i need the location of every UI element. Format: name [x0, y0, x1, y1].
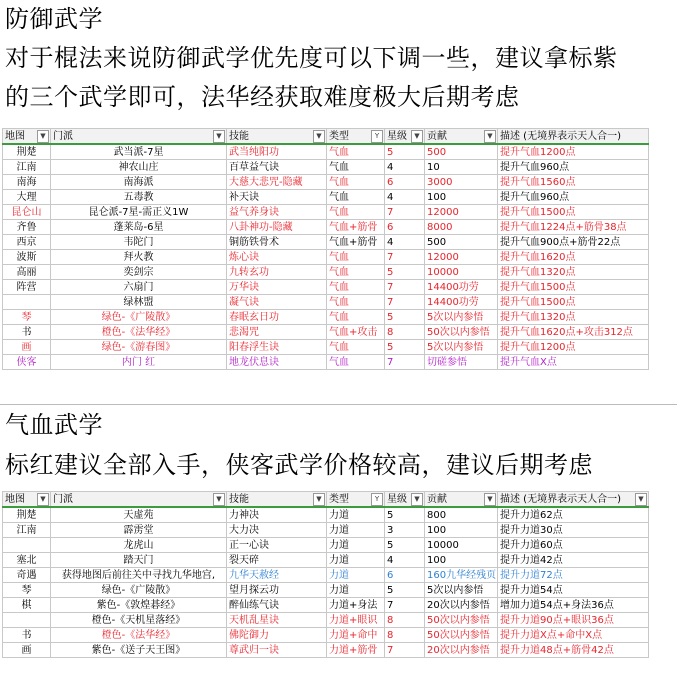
cell-sect[interactable]: 橙色-《法华经》	[51, 628, 227, 643]
cell-skill[interactable]: 佛陀御力	[227, 628, 327, 643]
cell-skill[interactable]: 铜筋铁骨术	[227, 235, 327, 250]
cell-star[interactable]: 8	[385, 628, 425, 643]
table-row	[3, 355, 649, 370]
cell-sect[interactable]: 橙色-《天机星落经》	[51, 613, 227, 628]
cell-contribution[interactable]: 500	[425, 235, 498, 250]
table-header-row	[3, 492, 649, 508]
cell-skill[interactable]: 炼心诀	[227, 250, 327, 265]
cell-skill[interactable]: 阳春浮生诀	[227, 340, 327, 355]
cell-sect[interactable]: 紫色-《敦煌碁经》	[51, 598, 227, 613]
cell-map[interactable]	[3, 613, 51, 628]
cell-map[interactable]: 琴	[3, 583, 51, 598]
cell-sect[interactable]: 绿色-《广陵散》	[51, 583, 227, 598]
cell-star[interactable]: 6	[385, 175, 425, 190]
cell-description[interactable]: 提升力道48点+筋骨42点	[498, 643, 649, 658]
table-row	[3, 568, 649, 583]
cell-sect[interactable]: 绿色-《游春图》	[51, 340, 227, 355]
cell-map[interactable]: 奇遇	[3, 568, 51, 583]
cell-skill[interactable]: 大力决	[227, 523, 327, 538]
cell-type[interactable]: 气血	[327, 175, 385, 190]
table-row	[3, 160, 649, 175]
cell-map[interactable]: 画	[3, 643, 51, 658]
cell-type[interactable]: 气血+筋骨	[327, 235, 385, 250]
filter-dropdown-icon[interactable]: ▼	[484, 493, 496, 506]
cell-skill[interactable]: 益气养身诀	[227, 205, 327, 220]
cell-contribution[interactable]: 20次以内参悟	[425, 643, 498, 658]
cell-type[interactable]: 气血	[327, 280, 385, 295]
section-description-line: 的三个武学即可，法华经获取难度极大后期考虑	[5, 83, 520, 111]
table-row	[3, 523, 649, 538]
cell-type[interactable]: 气血	[327, 250, 385, 265]
cell-map[interactable]: 荆楚	[3, 507, 51, 523]
cell-sect[interactable]: 紫色-《送子天王图》	[51, 643, 227, 658]
column-header-type[interactable]: 类型 Y	[327, 129, 385, 145]
cell-map[interactable]: 画	[3, 340, 51, 355]
cell-type[interactable]: 气血	[327, 190, 385, 205]
table-row	[3, 507, 649, 523]
cell-type[interactable]: 气血	[327, 265, 385, 280]
cell-star[interactable]: 8	[385, 613, 425, 628]
filter-dropdown-icon[interactable]: ▼	[37, 130, 49, 143]
table-row	[3, 598, 649, 613]
cell-sect[interactable]: 韦陀门	[51, 235, 227, 250]
cell-map[interactable]: 琴	[3, 310, 51, 325]
filter-dropdown-icon[interactable]: ▼	[213, 493, 225, 506]
cell-type[interactable]: 力道+眼识	[327, 613, 385, 628]
cell-type[interactable]: 力道	[327, 538, 385, 553]
cell-map[interactable]: 南海	[3, 175, 51, 190]
table-row	[3, 340, 649, 355]
cell-contribution[interactable]: 12000	[425, 205, 498, 220]
cell-contribution[interactable]: 50次以内参悟	[425, 613, 498, 628]
cell-type[interactable]: 力道+命中	[327, 628, 385, 643]
cell-star[interactable]: 7	[385, 295, 425, 310]
filter-active-icon[interactable]: Y	[371, 130, 383, 143]
cell-skill[interactable]: 补天诀	[227, 190, 327, 205]
cell-description[interactable]: 提升气血X点	[498, 355, 649, 370]
column-header-star[interactable]: 星级 ▼	[385, 492, 425, 508]
cell-type[interactable]: 气血+筋骨	[327, 220, 385, 235]
cell-contribution[interactable]: 14400功劳	[425, 280, 498, 295]
cell-contribution[interactable]: 5次以内参悟	[425, 583, 498, 598]
filter-dropdown-icon[interactable]: ▼	[313, 130, 325, 143]
cell-star[interactable]: 7	[385, 598, 425, 613]
cell-map[interactable]: 江南	[3, 160, 51, 175]
cell-skill[interactable]: 力神决	[227, 507, 327, 523]
filter-dropdown-icon[interactable]: ▼	[411, 130, 423, 143]
cell-type[interactable]: 力道	[327, 583, 385, 598]
cell-sect[interactable]: 橙色-《法华经》	[51, 325, 227, 340]
cell-contribution[interactable]: 800	[425, 507, 498, 523]
cell-sect[interactable]: 六扇门	[51, 280, 227, 295]
cell-type[interactable]: 力道	[327, 523, 385, 538]
cell-star[interactable]: 4	[385, 190, 425, 205]
cell-description[interactable]: 提升气血960点	[498, 160, 649, 175]
cell-type[interactable]: 气血	[327, 144, 385, 160]
cell-contribution[interactable]: 12000	[425, 250, 498, 265]
section-title: 防御武学	[5, 5, 103, 33]
table-row	[3, 643, 649, 658]
strength-skill-table	[2, 491, 649, 658]
column-header-map[interactable]: 地图 ▼	[3, 492, 51, 508]
cell-contribution[interactable]: 10000	[425, 538, 498, 553]
filter-dropdown-icon[interactable]: ▼	[213, 130, 225, 143]
cell-description[interactable]: 提升力道54点	[498, 583, 649, 598]
cell-skill[interactable]: 醉仙练气诀	[227, 598, 327, 613]
column-header-star[interactable]: 星级 ▼	[385, 129, 425, 145]
cell-sect[interactable]: 拜火教	[51, 250, 227, 265]
table-row	[3, 220, 649, 235]
cell-skill[interactable]: 尊武归一诀	[227, 643, 327, 658]
cell-sect[interactable]: 绿林盟	[51, 295, 227, 310]
cell-sect[interactable]: 内门 红	[51, 355, 227, 370]
cell-skill[interactable]: 天机乱星诀	[227, 613, 327, 628]
cell-skill[interactable]: 凝气诀	[227, 295, 327, 310]
column-header-description[interactable]: 描述 (无境界表示天人合一)	[498, 129, 649, 145]
cell-contribution[interactable]: 8000	[425, 220, 498, 235]
cell-type[interactable]: 力道	[327, 568, 385, 583]
table-row	[3, 583, 649, 598]
cell-map[interactable]: 书	[3, 628, 51, 643]
filter-dropdown-icon[interactable]: ▼	[484, 130, 496, 143]
table-row	[3, 190, 649, 205]
column-header-sect[interactable]: 门派 ▼	[51, 492, 227, 508]
cell-contribution[interactable]: 50次以内参悟	[425, 325, 498, 340]
cell-sect[interactable]: 昆仑派-7星-需正义1W	[51, 205, 227, 220]
cell-star[interactable]: 4	[385, 160, 425, 175]
column-header-contribution[interactable]: 贡献 ▼	[425, 129, 498, 145]
column-header-skill[interactable]: 技能 ▼	[227, 129, 327, 145]
cell-star[interactable]: 7	[385, 250, 425, 265]
cell-type[interactable]: 力道	[327, 507, 385, 523]
cell-description[interactable]: 增加力道54点+身法36点	[498, 598, 649, 613]
cell-description[interactable]: 提升力道72点	[498, 568, 649, 583]
column-header-sect[interactable]: 门派 ▼	[51, 129, 227, 145]
cell-star[interactable]: 5	[385, 583, 425, 598]
cell-description[interactable]: 提升气血1320点	[498, 265, 649, 280]
cell-description[interactable]: 提升气血1500点	[498, 295, 649, 310]
cell-skill[interactable]: 悲渴咒	[227, 325, 327, 340]
cell-type[interactable]: 气血	[327, 340, 385, 355]
column-header-contribution[interactable]: 贡献 ▼	[425, 492, 498, 508]
table-row	[3, 628, 649, 643]
table-row	[3, 265, 649, 280]
section-description-line: 对于棍法来说防御武学优先度可以下调一些，建议拿标紫	[5, 44, 618, 72]
cell-map[interactable]: 荆楚	[3, 144, 51, 160]
cell-star[interactable]: 7	[385, 643, 425, 658]
cell-skill[interactable]: 正一心诀	[227, 538, 327, 553]
cell-description[interactable]: 提升力道60点	[498, 538, 649, 553]
cell-sect[interactable]: 奕剑宗	[51, 265, 227, 280]
table-row	[3, 538, 649, 553]
cell-star[interactable]: 7	[385, 280, 425, 295]
cell-type[interactable]: 气血	[327, 355, 385, 370]
cell-description[interactable]: 提升力道42点	[498, 553, 649, 568]
cell-sect[interactable]: 神农山庄	[51, 160, 227, 175]
cell-star[interactable]: 5	[385, 507, 425, 523]
cell-skill[interactable]: 地龙伏息诀	[227, 355, 327, 370]
cell-description[interactable]: 提升气血1224点+筋骨38点	[498, 220, 649, 235]
cell-contribution[interactable]: 500	[425, 144, 498, 160]
table-row	[3, 310, 649, 325]
cell-contribution[interactable]: 160九华经残页	[425, 568, 498, 583]
cell-star[interactable]: 8	[385, 325, 425, 340]
cell-star[interactable]: 4	[385, 235, 425, 250]
cell-description[interactable]: 提升气血1200点	[498, 144, 649, 160]
cell-sect[interactable]: 蓬莱岛-6星	[51, 220, 227, 235]
cell-contribution[interactable]: 100	[425, 553, 498, 568]
cell-star[interactable]: 5	[385, 265, 425, 280]
cell-description[interactable]: 提升力道90点+眼识36点	[498, 613, 649, 628]
cell-star[interactable]: 7	[385, 355, 425, 370]
cell-star[interactable]: 5	[385, 310, 425, 325]
column-header-map[interactable]: 地图 ▼	[3, 129, 51, 145]
cell-sect[interactable]: 五毒教	[51, 190, 227, 205]
cell-map[interactable]: 书	[3, 325, 51, 340]
cell-star[interactable]: 7	[385, 205, 425, 220]
cell-sect[interactable]: 武当派-7星	[51, 144, 227, 160]
cell-sect[interactable]: 南海派	[51, 175, 227, 190]
cell-skill[interactable]: 武当纯阳功	[227, 144, 327, 160]
cell-description[interactable]: 提升气血1200点	[498, 340, 649, 355]
cell-map[interactable]	[3, 538, 51, 553]
cell-type[interactable]: 气血	[327, 160, 385, 175]
cell-star[interactable]: 6	[385, 220, 425, 235]
table-header-row	[3, 129, 649, 145]
cell-star[interactable]: 4	[385, 553, 425, 568]
cell-map[interactable]: 侠客	[3, 355, 51, 370]
table-row	[3, 280, 649, 295]
cell-description[interactable]: 提升力道X点+命中X点	[498, 628, 649, 643]
section-header-qixue	[0, 404, 677, 491]
cell-description[interactable]: 提升气血1620点+攻击312点	[498, 325, 649, 340]
cell-sect[interactable]: 获得地图后前往关中寻找九华地宫,	[51, 568, 227, 583]
cell-type[interactable]: 气血+攻击	[327, 325, 385, 340]
cell-skill[interactable]: 八卦神功-隐藏	[227, 220, 327, 235]
cell-description[interactable]: 提升气血900点+筋骨22点	[498, 235, 649, 250]
cell-description[interactable]: 提升气血1560点	[498, 175, 649, 190]
column-header-type[interactable]: 类型 Y	[327, 492, 385, 508]
table-row	[3, 295, 649, 310]
section-title: 气血武学	[5, 411, 103, 439]
cell-map[interactable]: 高丽	[3, 265, 51, 280]
table-row	[3, 613, 649, 628]
cell-contribution[interactable]: 10	[425, 160, 498, 175]
cell-star[interactable]: 5	[385, 340, 425, 355]
cell-skill[interactable]: 百草益气诀	[227, 160, 327, 175]
cell-type[interactable]: 力道	[327, 553, 385, 568]
cell-skill[interactable]: 万华诀	[227, 280, 327, 295]
filter-dropdown-icon[interactable]: ▼	[37, 493, 49, 506]
cell-description[interactable]: 提升气血1620点	[498, 250, 649, 265]
column-header-skill[interactable]: 技能 ▼	[227, 492, 327, 508]
cell-contribution[interactable]: 5次以内参悟	[425, 310, 498, 325]
cell-contribution[interactable]: 100	[425, 190, 498, 205]
cell-description[interactable]: 提升力道30点	[498, 523, 649, 538]
table-row	[3, 175, 649, 190]
cell-contribution[interactable]: 100	[425, 523, 498, 538]
table-row	[3, 205, 649, 220]
cell-map[interactable]: 阵营	[3, 280, 51, 295]
cell-contribution[interactable]: 20次以内参悟	[425, 598, 498, 613]
cell-skill[interactable]: 春眠玄日功	[227, 310, 327, 325]
column-header-description[interactable]: 描述 (无境界表示天人合一) ▼	[498, 492, 649, 508]
cell-map[interactable]: 昆仑山	[3, 205, 51, 220]
cell-sect[interactable]: 绿色-《广陵散》	[51, 310, 227, 325]
cell-contribution[interactable]: 14400功劳	[425, 295, 498, 310]
cell-skill[interactable]: 大慈大悲咒-隐藏	[227, 175, 327, 190]
cell-skill[interactable]: 望月探云功	[227, 583, 327, 598]
table-row	[3, 144, 649, 160]
cell-map[interactable]: 波斯	[3, 250, 51, 265]
cell-skill[interactable]: 九华天赦经	[227, 568, 327, 583]
cell-type[interactable]: 气血	[327, 205, 385, 220]
cell-type[interactable]: 气血	[327, 310, 385, 325]
cell-map[interactable]	[3, 295, 51, 310]
filter-dropdown-icon[interactable]: ▼	[635, 493, 647, 506]
cell-star[interactable]: 3	[385, 523, 425, 538]
section-header-defense	[0, 0, 677, 126]
cell-map[interactable]: 大理	[3, 190, 51, 205]
cell-sect[interactable]: 龙虎山	[51, 538, 227, 553]
defense-skill-table	[2, 128, 649, 370]
cell-contribution[interactable]: 3000	[425, 175, 498, 190]
cell-contribution[interactable]: 切磋参悟	[425, 355, 498, 370]
cell-map[interactable]: 齐鲁	[3, 220, 51, 235]
cell-star[interactable]: 5	[385, 538, 425, 553]
table-row	[3, 325, 649, 340]
cell-description[interactable]: 提升气血1500点	[498, 205, 649, 220]
cell-skill[interactable]: 九转玄功	[227, 265, 327, 280]
section-description-line: 标红建议全部入手，侠客武学价格较高，建议后期考虑	[5, 451, 593, 479]
cell-star[interactable]: 6	[385, 568, 425, 583]
filter-dropdown-icon[interactable]: ▼	[313, 493, 325, 506]
table-row	[3, 553, 649, 568]
cell-description[interactable]: 提升气血1320点	[498, 310, 649, 325]
cell-type[interactable]: 力道+筋骨	[327, 643, 385, 658]
cell-contribution[interactable]: 50次以内参悟	[425, 628, 498, 643]
cell-type[interactable]: 气血	[327, 295, 385, 310]
table-row	[3, 235, 649, 250]
cell-map[interactable]: 棋	[3, 598, 51, 613]
cell-sect[interactable]: 踏天门	[51, 553, 227, 568]
cell-sect[interactable]: 天虚苑	[51, 507, 227, 523]
cell-contribution[interactable]: 10000	[425, 265, 498, 280]
cell-contribution[interactable]: 5次以内参悟	[425, 340, 498, 355]
cell-sect[interactable]: 霹雳堂	[51, 523, 227, 538]
cell-description[interactable]: 提升力道62点	[498, 507, 649, 523]
cell-star[interactable]: 5	[385, 144, 425, 160]
filter-dropdown-icon[interactable]: ▼	[411, 493, 423, 506]
cell-skill[interactable]: 裂天碎	[227, 553, 327, 568]
cell-description[interactable]: 提升气血960点	[498, 190, 649, 205]
cell-map[interactable]: 江南	[3, 523, 51, 538]
cell-description[interactable]: 提升气血1500点	[498, 280, 649, 295]
cell-map[interactable]: 塞北	[3, 553, 51, 568]
table-row	[3, 250, 649, 265]
filter-active-icon[interactable]: Y	[371, 493, 383, 506]
cell-type[interactable]: 力道+身法	[327, 598, 385, 613]
cell-map[interactable]: 西京	[3, 235, 51, 250]
